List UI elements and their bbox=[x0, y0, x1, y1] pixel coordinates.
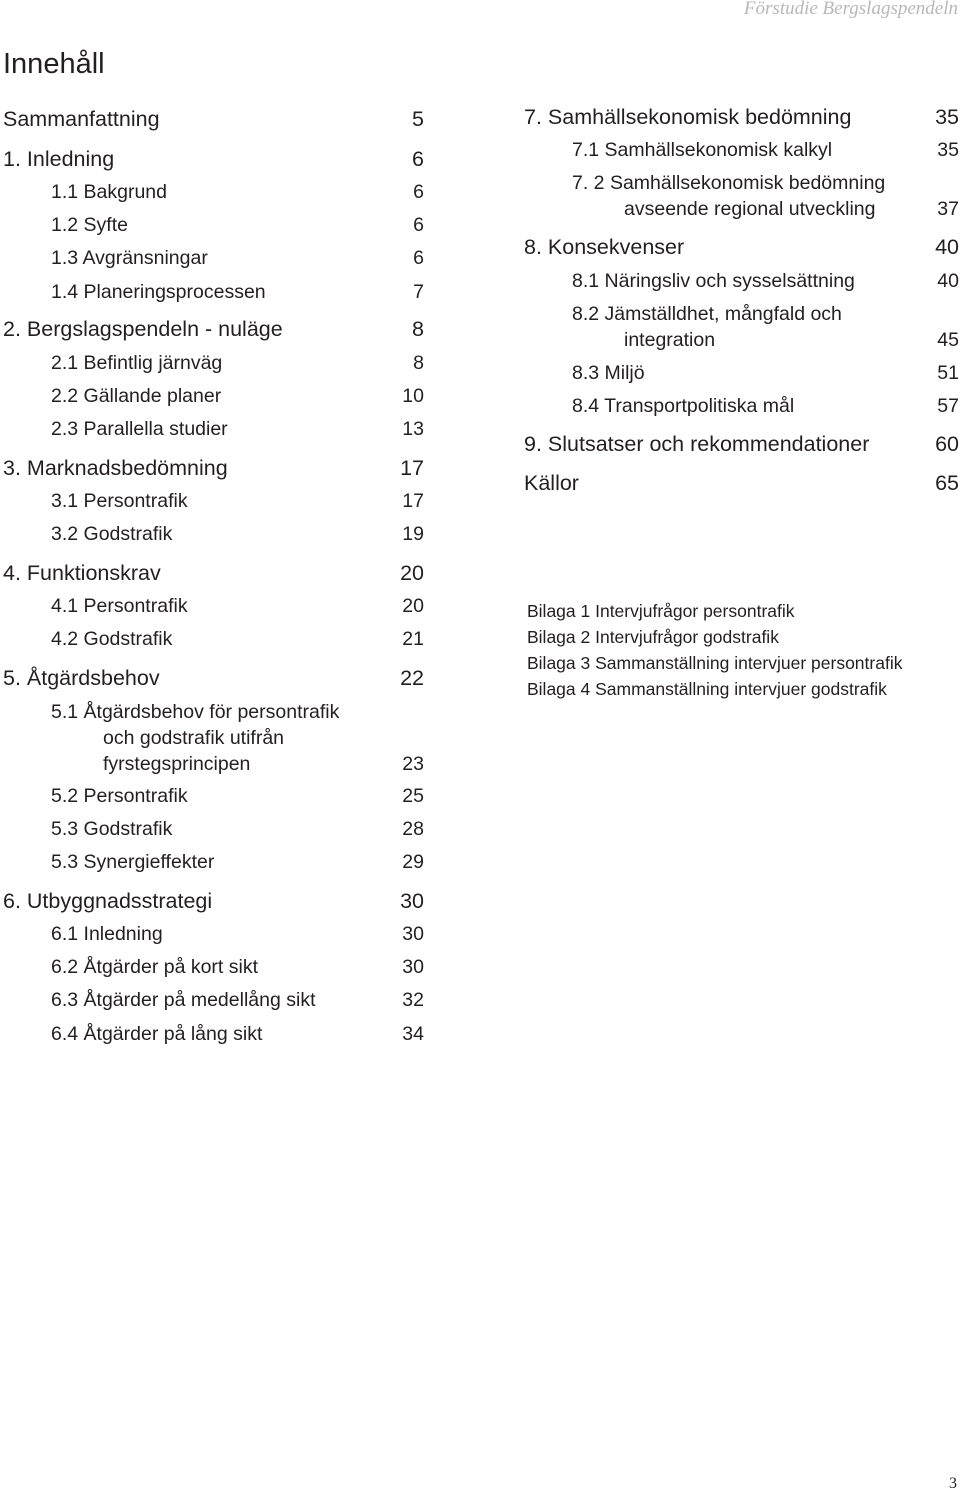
toc-entry-parallella-studier[interactable]: 2.3 Parallella studier 13 bbox=[51, 418, 424, 440]
toc-entry-inledning[interactable]: 1. Inledning 6 bbox=[3, 147, 424, 171]
page-number: 3 bbox=[949, 1475, 957, 1492]
toc-entry-atgarder-lang-sikt[interactable]: 6.4 Åtgärder på lång sikt 34 bbox=[51, 1023, 424, 1045]
toc-entry-inledning-6-1[interactable]: 6.1 Inledning 30 bbox=[51, 923, 424, 945]
appendix-item[interactable]: Bilaga 1 Intervjufrågor persontrafik bbox=[527, 601, 795, 621]
toc-entry-persontrafik-5-2[interactable]: 5.2 Persontrafik 25 bbox=[51, 785, 424, 807]
toc-heading: Innehåll bbox=[3, 48, 105, 80]
toc-entry-atgarder-medellang-sikt[interactable]: 6.3 Åtgärder på medellång sikt 32 bbox=[51, 989, 424, 1011]
toc-entry-funktionskrav[interactable]: 4. Funktionskrav 20 bbox=[3, 561, 424, 585]
toc-entry-sammanfattning[interactable]: Sammanfattning 5 bbox=[3, 107, 424, 131]
toc-entry-naringsliv[interactable]: 8.1 Näringsliv och sysselsättning 40 bbox=[572, 270, 959, 292]
toc-entry-befintlig-jarnvag[interactable]: 2.1 Befintlig järnväg 8 bbox=[51, 352, 424, 374]
toc-entry-konsekvenser[interactable]: 8. Konsekvenser 40 bbox=[524, 235, 959, 259]
toc-entry-regional-utveckling[interactable]: 7. 2 Samhällsekonomisk bedömning avseende regional utveckling 37 bbox=[572, 172, 959, 220]
toc-entry-kallor[interactable]: Källor 65 bbox=[524, 471, 959, 495]
appendix-item[interactable]: Bilaga 2 Intervjufrågor godstrafik bbox=[527, 627, 779, 647]
toc-entry-persontrafik-3-1[interactable]: 3.1 Persontrafik 17 bbox=[51, 490, 424, 512]
toc-entry-planeringsprocessen[interactable]: 1.4 Planeringsprocessen 7 bbox=[51, 281, 424, 303]
toc-entry-synergieffekter[interactable]: 5.3 Synergieffekter 29 bbox=[51, 851, 424, 873]
running-header-title: Förstudie Bergslagspendeln bbox=[743, 0, 958, 19]
appendix-item[interactable]: Bilaga 3 Sammanställning intervjuer persontrafik bbox=[527, 653, 903, 673]
toc-entry-godstrafik-3-2[interactable]: 3.2 Godstrafik 19 bbox=[51, 523, 424, 545]
toc-entry-persontrafik-4-1[interactable]: 4.1 Persontrafik 20 bbox=[51, 595, 424, 617]
toc-entry-bakgrund[interactable]: 1.1 Bakgrund 6 bbox=[51, 181, 424, 203]
toc-entry-atgardsbehov-fyrsteg[interactable]: 5.1 Åtgärdsbehov för persontrafik och godstrafik utifrån fyrstegsprincipen 23 bbox=[51, 701, 424, 775]
toc-entry-godstrafik-4-2[interactable]: 4.2 Godstrafik 21 bbox=[51, 628, 424, 650]
toc-entry-samhallsekonomisk-bedomning[interactable]: 7. Samhällsekonomisk bedömning 35 bbox=[524, 105, 959, 129]
toc-entry-godstrafik-5-3[interactable]: 5.3 Godstrafik 28 bbox=[51, 818, 424, 840]
toc-entry-syfte[interactable]: 1.2 Syfte 6 bbox=[51, 214, 424, 236]
toc-entry-transportpolitiska-mal[interactable]: 8.4 Transportpolitiska mål 57 bbox=[572, 395, 959, 417]
toc-entry-slutsatser[interactable]: 9. Slutsatser och rekommendationer 60 bbox=[524, 432, 959, 456]
toc-entry-miljo[interactable]: 8.3 Miljö 51 bbox=[572, 362, 959, 384]
toc-entry-samhallsekonomisk-kalkyl[interactable]: 7.1 Samhällsekonomisk kalkyl 35 bbox=[572, 139, 959, 161]
toc-entry-gallande-planer[interactable]: 2.2 Gällande planer 10 bbox=[51, 385, 424, 407]
appendix-list bbox=[527, 598, 902, 702]
toc-entry-bergslagspendeln-nulage[interactable]: 2. Bergslagspendeln - nuläge 8 bbox=[3, 317, 424, 341]
toc-entry-marknadsbedomning[interactable]: 3. Marknadsbedömning 17 bbox=[3, 456, 424, 480]
appendix-item[interactable]: Bilaga 4 Sammanställning intervjuer godstrafik bbox=[527, 679, 887, 699]
toc-entry-atgarder-kort-sikt[interactable]: 6.2 Åtgärder på kort sikt 30 bbox=[51, 956, 424, 978]
toc-entry-avgransningar[interactable]: 1.3 Avgränsningar 6 bbox=[51, 247, 424, 269]
toc-entry-utbyggnadsstrategi[interactable]: 6. Utbyggnadsstrategi 30 bbox=[3, 889, 424, 913]
toc-entry-jamstalldhet[interactable]: 8.2 Jämställdhet, mångfald och integration 45 bbox=[572, 303, 959, 351]
toc-entry-atgardsbehov[interactable]: 5. Åtgärdsbehov 22 bbox=[3, 666, 424, 690]
